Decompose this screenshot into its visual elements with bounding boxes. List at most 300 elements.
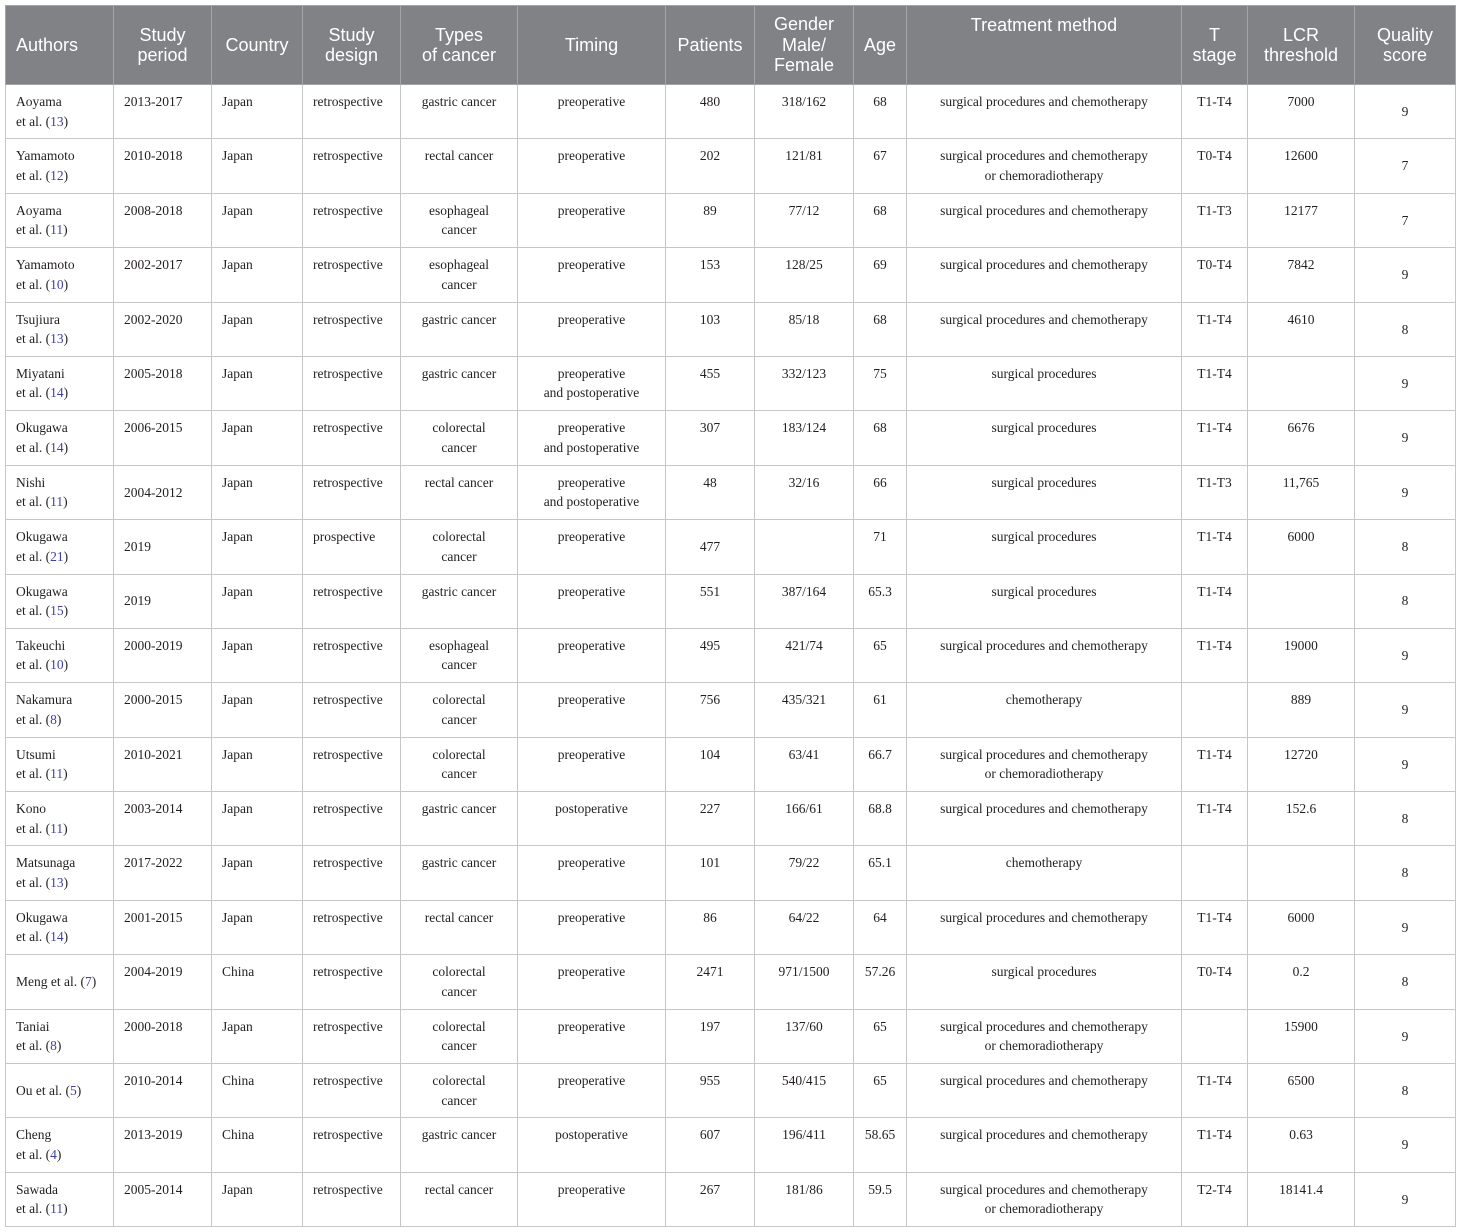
table-row [6,1172,1456,1226]
cell-line: 9 [1401,1137,1409,1153]
cell-study-design [303,520,401,574]
cell-line: retrospective [313,148,383,164]
cell-line: 77/12 [788,202,820,218]
reference-number[interactable]: 5 [69,1082,77,1098]
cell-age [854,900,907,954]
header-label: Timing [564,34,619,55]
cell-line: 2013-2017 [124,94,183,109]
cell-treatment-method [907,139,1182,193]
cell-country [212,1009,303,1063]
cell-types-of-cancer [401,1009,518,1063]
author-line: et al. (10) [16,657,69,673]
cell-authors [6,411,114,465]
cell-line: colorectal [432,420,486,436]
cell-patients [666,302,755,356]
cell-gender [755,356,854,410]
cell-lcr-threshold [1248,792,1355,846]
cell-lcr-threshold [1248,846,1355,900]
table-row [6,302,1456,356]
cell-types-of-cancer [401,846,518,900]
cell-line: Japan [222,746,253,762]
cell-line: 4610 [1287,311,1315,327]
cell-lcr-threshold [1248,193,1355,247]
cell-t-stage [1182,955,1248,1009]
cell-lcr-threshold [1248,85,1355,139]
cell-gender [755,683,854,737]
cell-line: Japan [222,420,253,436]
cell-age [854,574,907,628]
reference-number[interactable]: 7 [84,974,92,990]
cell-line: 2008-2018 [124,202,183,218]
cell-age [854,139,907,193]
cell-study-design [303,628,401,682]
header-row [6,6,1456,85]
cell-line: preoperative [557,311,626,327]
cell-line: surgical procedures and chemotherapy [940,1073,1148,1089]
table-row [6,846,1456,900]
cell-line: or chemoradiotherapy [984,1201,1104,1217]
cell-quality-score [1355,139,1456,193]
cell-quality-score [1355,520,1456,574]
reference-number[interactable]: 8 [50,1038,57,1054]
cell-line: Japan [222,365,253,381]
cell-line: Japan [222,257,253,273]
cell-line: cancer [441,657,477,673]
cell-line: Japan [222,148,253,164]
table-row [6,1009,1456,1063]
cell-line: esophageal [429,202,489,218]
cell-study-period [114,900,212,954]
cell-authors [6,193,114,247]
cell-line: 12600 [1284,148,1318,164]
cell-country [212,85,303,139]
cell-line: 480 [699,94,721,109]
author-line: et al. (11) [16,766,68,782]
author-line: Takeuchi [16,637,66,653]
cell-line: T1-T3 [1197,474,1232,490]
cell-line: retrospective [313,583,383,599]
author-line: Taniai [16,1018,50,1034]
cell-line: T0-T4 [1197,964,1232,980]
cell-line: 19000 [1284,637,1318,653]
cell-line: colorectal [432,692,486,708]
cell-study-design [303,139,401,193]
cell-line: colorectal [432,529,486,545]
author-line: Nakamura [16,692,73,708]
cell-quality-score [1355,1064,1456,1118]
reference-number[interactable]: 13 [50,874,64,890]
cell-age [854,792,907,846]
cell-study-design [303,792,401,846]
cell-gender [755,1064,854,1118]
cell-line: 495 [699,637,721,653]
reference-number[interactable]: 8 [50,711,57,727]
cell-line: T1-T4 [1197,311,1232,327]
cell-study-period [114,683,212,737]
cell-line: 68 [873,94,887,109]
cell-line: T1-T4 [1197,637,1232,653]
header-label: Country [225,34,289,55]
cell-line: gastric cancer [421,311,497,327]
cell-lcr-threshold [1248,302,1355,356]
cell-study-design [303,248,401,302]
cell-line: surgical procedures and chemotherapy [940,1181,1148,1197]
cell-line: surgical procedures and chemotherapy [940,801,1148,817]
cell-line: esophageal [429,257,489,273]
cell-line: postoperative [555,1127,628,1143]
cell-authors [6,465,114,519]
reference-number[interactable]: 14 [50,439,64,455]
table-row [6,520,1456,574]
cell-study-period [114,1009,212,1063]
table-row [6,683,1456,737]
cell-line: surgical procedures [991,964,1097,980]
cell-line: 2000-2018 [124,1018,183,1034]
cell-study-period [114,846,212,900]
cell-timing [518,1009,666,1063]
cell-line: colorectal [432,964,486,980]
cell-line: 32/16 [788,474,820,490]
cell-treatment-method [907,411,1182,465]
cell-timing [518,683,666,737]
cell-patients [666,1064,755,1118]
cell-line: 756 [699,692,721,708]
cell-treatment-method [907,1064,1182,1118]
author-line: et al. (11) [16,494,68,510]
author-line: et al. (13) [16,331,69,347]
cell-authors [6,683,114,737]
cell-line: 2000-2015 [124,692,183,708]
cell-study-period [114,248,212,302]
cell-line: preoperative [557,474,626,490]
header-types-of-cancer [401,6,518,85]
header-label: Age [863,34,897,55]
reference-number[interactable]: 11 [50,222,64,238]
cell-authors [6,85,114,139]
cell-study-period [114,85,212,139]
cell-line: 9 [1401,756,1409,772]
cell-timing [518,1064,666,1118]
cell-timing [518,520,666,574]
cell-t-stage [1182,193,1248,247]
cell-study-design [303,193,401,247]
cell-line: cancer [441,766,477,782]
cell-t-stage [1182,465,1248,519]
cell-line: and postoperative [543,385,640,401]
cell-study-design [303,1064,401,1118]
cell-line: 2010-2018 [124,148,183,164]
header-label: Study [328,24,375,45]
cell-patients [666,955,755,1009]
cell-line: 6676 [1287,420,1315,436]
cell-age [854,1064,907,1118]
table-row [6,900,1456,954]
cell-line: rectal cancer [424,1181,494,1197]
reference-number[interactable]: 10 [50,657,64,673]
cell-timing [518,955,666,1009]
author-line: Yamamoto [16,257,75,273]
header-study-design [303,6,401,85]
cell-patients [666,465,755,519]
cell-study-period [114,737,212,791]
cell-line: surgical procedures [991,583,1097,599]
cell-line: 477 [699,539,721,555]
author-line: et al. (15) [16,603,69,619]
cell-line: 9 [1401,702,1409,718]
table-row [6,574,1456,628]
header-label: Types [434,24,484,45]
cell-country [212,846,303,900]
cell-line: preoperative [557,1073,626,1089]
reference-number[interactable]: 10 [50,276,64,292]
cell-line: surgical procedures and chemotherapy [940,909,1148,925]
table-row [6,356,1456,410]
cell-line: 18141.4 [1279,1181,1323,1197]
cell-line: 9 [1401,1028,1409,1044]
cell-line: 48 [703,474,717,490]
cell-line: or chemoradiotherapy [984,167,1104,183]
cell-line: preoperative [557,964,626,980]
cell-authors [6,900,114,954]
cell-line: retrospective [313,746,383,762]
cell-line: 9 [1401,267,1409,283]
cell-line: T2-T4 [1197,1181,1232,1197]
cell-line: 66 [873,474,887,490]
table-row [6,465,1456,519]
header-age [854,6,907,85]
cell-timing [518,411,666,465]
cell-line: 551 [699,583,721,599]
cell-t-stage [1182,737,1248,791]
cell-line: retrospective [313,474,383,490]
table-row [6,1118,1456,1172]
reference-number[interactable]: 21 [50,548,64,564]
cell-types-of-cancer [401,1064,518,1118]
reference-number[interactable]: 11 [50,494,64,510]
cell-line: gastric cancer [421,1127,497,1143]
reference-number[interactable]: 11 [50,820,64,836]
cell-line: retrospective [313,1181,383,1197]
cell-age [854,955,907,1009]
cell-timing [518,737,666,791]
cell-treatment-method [907,193,1182,247]
cell-line: cancer [441,222,477,238]
cell-age [854,1172,907,1226]
reference-number[interactable]: 15 [50,603,64,619]
cell-line: 69 [873,257,887,273]
author-line: Tsujiura [16,311,61,327]
reference-number[interactable]: 11 [50,1201,64,1217]
cell-line: 6500 [1287,1073,1315,1089]
cell-quality-score [1355,411,1456,465]
cell-authors [6,302,114,356]
study-characteristics-table [5,5,1456,1227]
cell-t-stage [1182,85,1248,139]
cell-t-stage [1182,900,1248,954]
header-gender [755,6,854,85]
cell-lcr-threshold [1248,628,1355,682]
cell-line: preoperative [557,746,626,762]
cell-line: Japan [222,637,253,653]
cell-types-of-cancer [401,248,518,302]
cell-line: 63/41 [788,746,820,762]
cell-t-stage [1182,302,1248,356]
cell-lcr-threshold [1248,139,1355,193]
cell-line: T0-T4 [1197,257,1232,273]
table-row [6,248,1456,302]
reference-number[interactable]: 13 [50,331,64,347]
cell-line: 318/162 [781,94,827,109]
reference-number[interactable]: 4 [50,1146,57,1162]
author-line: Nishi [16,474,46,490]
cell-line: preoperative [557,1181,626,1197]
cell-line: 7 [1401,212,1409,228]
cell-line: 65.3 [868,583,892,599]
cell-quality-score [1355,846,1456,900]
cell-lcr-threshold [1248,1118,1355,1172]
header-study-period [114,6,212,85]
table-row [6,737,1456,791]
cell-treatment-method [907,520,1182,574]
cell-lcr-threshold [1248,356,1355,410]
cell-line: Japan [222,202,253,218]
table-row [6,411,1456,465]
cell-line: T1-T4 [1197,801,1232,817]
header-authors [6,6,114,85]
cell-line: Japan [222,855,253,871]
cell-line: surgical procedures [991,529,1097,545]
cell-line: 387/164 [781,583,827,599]
cell-line: Japan [222,1181,253,1197]
cell-age [854,193,907,247]
cell-line: 2019 [124,593,151,609]
cell-line: 332/123 [781,365,827,381]
cell-gender [755,85,854,139]
cell-study-period [114,520,212,574]
cell-line: China [222,1127,255,1143]
cell-line: retrospective [313,1073,383,1089]
cell-line: 2004-2012 [124,484,183,500]
cell-quality-score [1355,302,1456,356]
cell-line: 6000 [1287,529,1315,545]
cell-lcr-threshold [1248,955,1355,1009]
reference-number[interactable]: 14 [50,385,64,401]
reference-number[interactable]: 13 [50,113,64,129]
cell-authors [6,1064,114,1118]
cell-line: 8 [1401,811,1409,827]
author-line: Sawada [16,1181,58,1197]
cell-line: Japan [222,474,253,490]
cell-age [854,85,907,139]
cell-line: 68 [873,311,887,327]
cell-study-period [114,792,212,846]
cell-timing [518,1118,666,1172]
cell-line: 2006-2015 [124,420,183,436]
cell-quality-score [1355,465,1456,519]
cell-line: 0.63 [1289,1127,1313,1143]
cell-line: retrospective [313,1127,383,1143]
author-line: et al. (21) [16,548,69,564]
cell-line: gastric cancer [421,855,497,871]
cell-country [212,1118,303,1172]
author-line: Yamamoto [16,148,75,164]
cell-line: T1-T4 [1197,529,1232,545]
cell-gender [755,1009,854,1063]
header-label: T [1209,24,1220,45]
cell-line: 101 [699,855,721,871]
cell-line: 153 [699,257,721,273]
header-label: Patients [677,34,743,55]
cell-t-stage [1182,1118,1248,1172]
cell-line: 89 [703,202,717,218]
header-label: Gender [773,14,835,35]
cell-study-period [114,411,212,465]
cell-line: 8 [1401,974,1409,990]
cell-study-period [114,302,212,356]
cell-t-stage [1182,1172,1248,1226]
cell-country [212,900,303,954]
cell-quality-score [1355,955,1456,1009]
reference-number[interactable]: 14 [50,929,64,945]
cell-line: 65 [873,637,887,653]
header-treatment-method [907,6,1182,85]
cell-study-period [114,356,212,410]
cell-country [212,465,303,519]
cell-line: retrospective [313,801,383,817]
cell-line: 9 [1401,430,1409,446]
reference-number[interactable]: 11 [50,766,64,782]
cell-t-stage [1182,356,1248,410]
cell-line: 971/1500 [778,964,830,980]
reference-number[interactable]: 12 [50,167,64,183]
cell-line: 166/61 [785,801,823,817]
cell-patients [666,1172,755,1226]
cell-country [212,302,303,356]
cell-line: 65 [873,1073,887,1089]
cell-line: 137/60 [785,1018,823,1034]
cell-treatment-method [907,1118,1182,1172]
cell-line: 2010-2014 [124,1073,183,1089]
cell-country [212,139,303,193]
cell-quality-score [1355,85,1456,139]
cell-study-period [114,1118,212,1172]
cell-line: 68 [873,420,887,436]
cell-line: surgical procedures [991,365,1097,381]
cell-study-design [303,1009,401,1063]
author-line: Ou et al. (5) [16,1082,82,1098]
cell-patients [666,520,755,574]
cell-line: T1-T4 [1197,583,1232,599]
author-line: et al. (8) [16,1038,62,1054]
cell-line: retrospective [313,637,383,653]
cell-line: retrospective [313,202,383,218]
cell-study-period [114,193,212,247]
cell-line: or chemoradiotherapy [984,766,1104,782]
cell-lcr-threshold [1248,520,1355,574]
cell-patients [666,628,755,682]
cell-types-of-cancer [401,574,518,628]
cell-line: and postoperative [543,494,640,510]
cell-patients [666,737,755,791]
cell-study-design [303,356,401,410]
cell-t-stage [1182,411,1248,465]
cell-line: 8 [1401,865,1409,881]
cell-country [212,683,303,737]
cell-line: 889 [1290,692,1312,708]
cell-line: colorectal [432,1073,486,1089]
cell-gender [755,411,854,465]
cell-line: 7842 [1287,257,1315,273]
